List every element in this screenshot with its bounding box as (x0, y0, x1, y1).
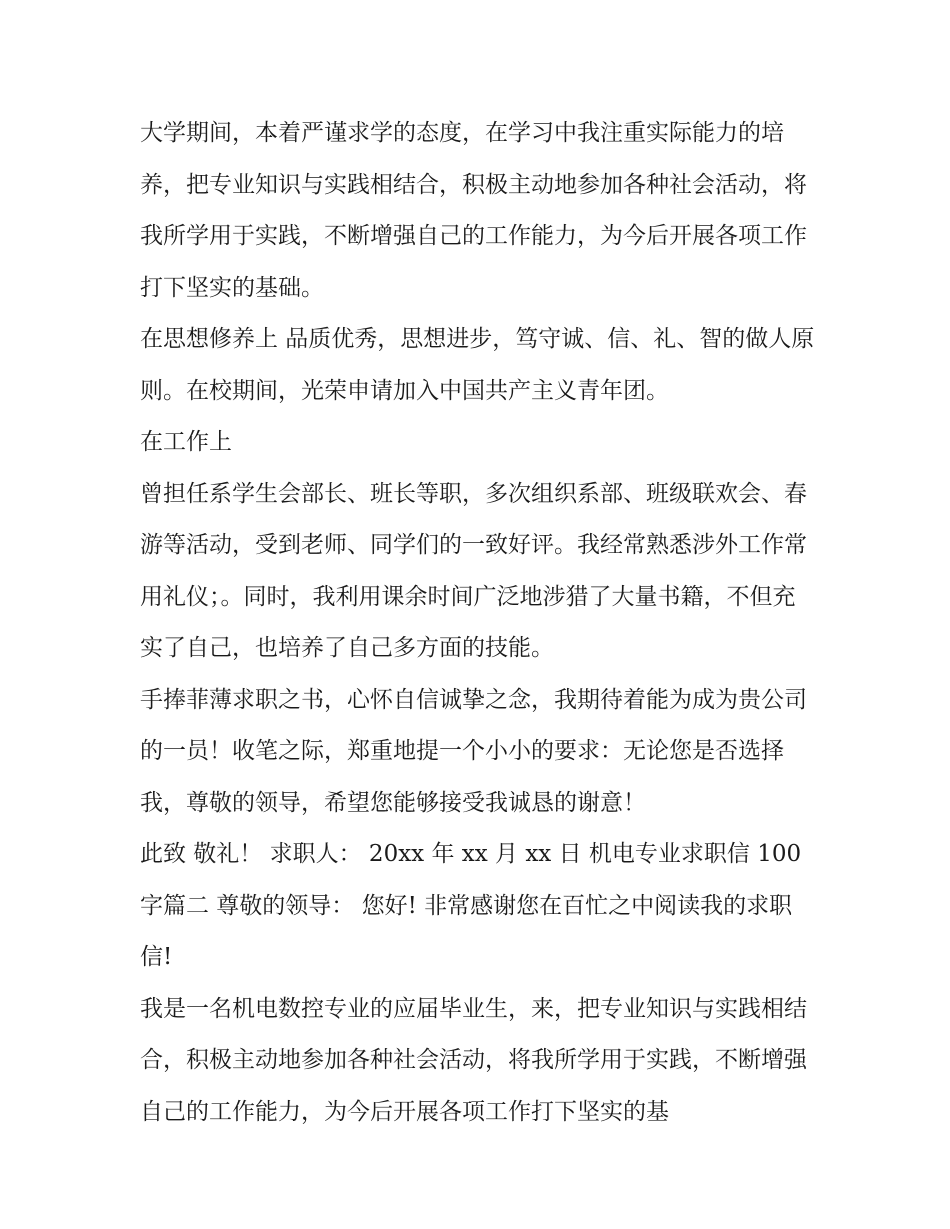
paragraph-character: 在思想修养上 品质优秀，思想进步，笃守诚、信、礼、智的做人原则。在校期间，光荣申请加入中国共产主义青年团。 (140, 326, 815, 404)
document-body (140, 108, 815, 1138)
paragraph-intro-second-letter: 我是一名机电数控专业的应届毕业生，来，把专业知识与实践相结合，积极主动地参加各种社会活动，将我所学用于实践，不断增强自己的工作能力，为今后开展各项工作打下坚实的基 (140, 995, 807, 1125)
paragraph-signoff: 此致 敬礼！ 求职人： 20xx 年 xx 月 xx 日 机电专业求职信 100 字篇二 尊敬的领导： 您好! 非常感谢您在百忙之中阅读我的求职信! (140, 841, 802, 970)
paragraph-closing: 手捧菲薄求职之书，心怀自信诚挚之念，我期待着能为成为贵公司的一员！收笔之际，郑重地提一个小小的要求：无论您是否选择我，尊敬的领导，希望您能够接受我诚恳的谢意！ (140, 686, 807, 816)
paragraph-study: 大学期间，本着严谨求学的态度，在学习中我注重实际能力的培养，把专业知识与实践相结合，积极主动地参加各种社会活动，将我所学用于实践，不断增强自己的工作能力，为今后开展各项工作打下坚实的基础。 (140, 120, 807, 301)
paragraph-work-experience: 曾担任系学生会部长、班长等职，多次组织系部、班级联欢会、春游等活动，受到老师、同学们的一致好评。我经常熟悉涉外工作常用礼仪；。同时，我利用课余时间广泛地涉猎了大量书籍，不但充实了自己，也培养了自己多方面的技能。 (140, 480, 807, 661)
paragraph-work-heading: 在工作上 (140, 429, 232, 455)
